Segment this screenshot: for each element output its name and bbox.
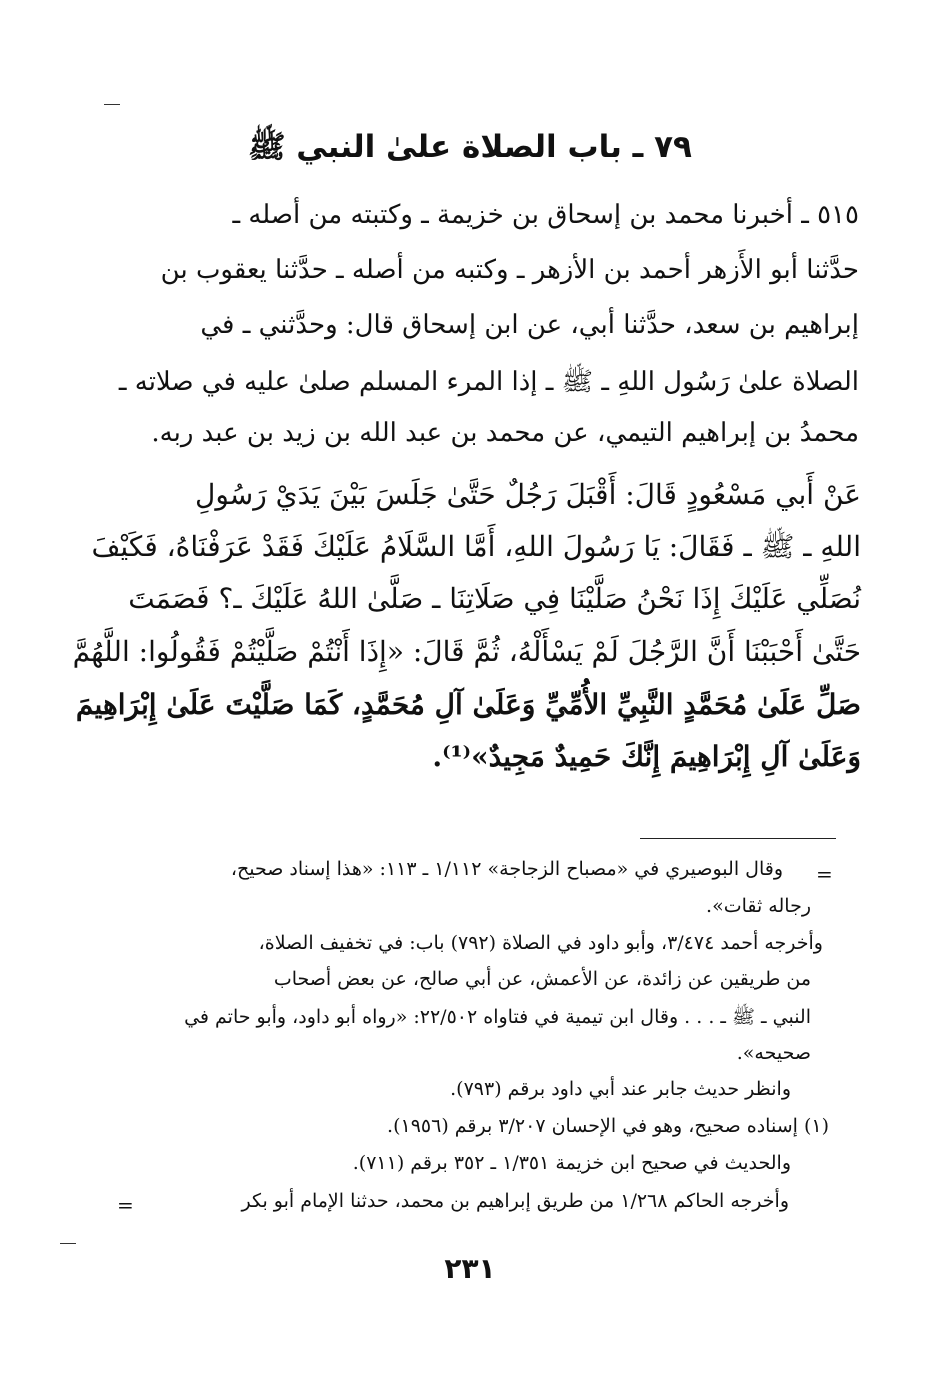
hadith-line-2: اللهِ ـ ﷺ ـ فَقَالَ: يَا رَسُولَ اللهِ، أَمَّا السَّلَامُ عَلَيْكَ فَقَدْ عَرَفْنَاهُ، فَكَيْفَ — [91, 530, 861, 563]
footnote-line-10: وأخرجه الحاكم ١/٢٦٨ من طريق إبراهيم بن محمد، حدثنا الإمام أبو بكر — [241, 1190, 789, 1212]
footnote-line-5: النبي ـ ﷺ ـ . . . وقال ابن تيمية في فتاواه ٢٢/٥٠٢: «رواه أبو داود، وأبو حاتم في — [184, 1006, 811, 1028]
scan-mark — [60, 1243, 76, 1244]
chapter-title: ٧٩ ـ باب الصلاة علىٰ النبي ﷺ — [248, 129, 692, 165]
footnote-line-3: وأخرجه أحمد ٣/٤٧٤، وأبو داود في الصلاة (٧٩٢) باب: في تخفيف الصلاة، — [258, 932, 823, 954]
body-line-5: محمدُ بن إبراهيم التيمي، عن محمد بن عبد الله بن زيد بن عبد ربه. — [151, 418, 859, 448]
footnote-continuation-mark: = — [816, 862, 833, 886]
footnote-line-1: وقال البوصيري في «مصباح الزجاجة» ١/١١٢ ـ ١١٣: «هذا إسناد صحيح، — [230, 858, 783, 880]
footnote-line-6: صحيحه». — [736, 1042, 811, 1064]
footnote-line-7: وانظر حديث جابر عند أبي داود برقم (٧٩٣). — [450, 1078, 791, 1100]
body-line-4: الصلاة علىٰ رَسُول اللهِ ـ ﷺ ـ إذا المرء المسلم صلىٰ عليه في صلاته ـ — [118, 367, 859, 397]
hadith-line-4: حَتَّىٰ أَحْبَبْنَا أَنَّ الرَّجُلَ لَمْ يَسْأَلْهُ، ثُمَّ قَالَ: «إِذَا أَنْتُمْ صَلَّيْتُمْ فَقُولُوا: اللَّهُمَّ — [72, 635, 861, 668]
body-line-1: ٥١٥ ـ أخبرنا محمد بن إسحاق بن خزيمة ـ وكتبته من أصله ـ — [232, 200, 859, 230]
body-line-3: إبراهيم بن سعد، حدَّثنا أبي، عن ابن إسحاق قال: وحدَّثني ـ في — [200, 310, 859, 340]
footnote-end-mark: = — [117, 1193, 134, 1217]
footnote-line-9: والحديث في صحيح ابن خزيمة ١/٣٥١ ـ ٣٥٢ برقم (٧١١). — [352, 1152, 791, 1174]
hadith-line-3: نُصَلِّي عَلَيْكَ إِذَا نَحْنُ صَلَّيْنَا فِي صَلَاتِنَا ـ صَلَّىٰ اللهُ عَلَيْكَ ـ؟ فَصَمَتَ — [128, 582, 861, 615]
footnote-separator — [640, 838, 836, 839]
footnote-line-2: رجاله ثقات». — [706, 895, 811, 917]
body-line-2: حدَّثنا أبو الأَزهر أحمد بن الأزهر ـ وكتبه من أصله ـ حدَّثنا يعقوب بن — [160, 255, 859, 285]
page-number: ٢٣١ — [444, 1252, 496, 1285]
scan-mark — [104, 104, 120, 105]
hadith-line-6: وَعَلَىٰ آلِ إِبْرَاهِيمَ إِنَّكَ حَمِيدٌ مَجِيدٌ»⁽¹⁾. — [432, 740, 861, 773]
footnote-line-4: من طريقين عن زائدة، عن الأعمش، عن أبي صالح، عن بعض أصحاب — [273, 968, 811, 990]
footnote-line-8: (١) إسناده صحيح، وهو في الإحسان ٣/٢٠٧ برقم (١٩٥٦). — [387, 1115, 829, 1137]
hadith-line-1: عَنْ أَبي مَسْعُودٍ قَالَ: أَقْبَلَ رَجُلٌ حَتَّىٰ جَلَسَ بَيْنَ يَدَيْ رَسُولِ — [194, 478, 861, 511]
hadith-line-5: صَلِّ عَلَىٰ مُحَمَّدٍ النَّبِيِّ الأُمِّيِّ وَعَلَىٰ آلِ مُحَمَّدٍ، كَمَا صَلَّيْتَ عَلَىٰ إِبْرَاهِيمَ — [75, 688, 861, 721]
